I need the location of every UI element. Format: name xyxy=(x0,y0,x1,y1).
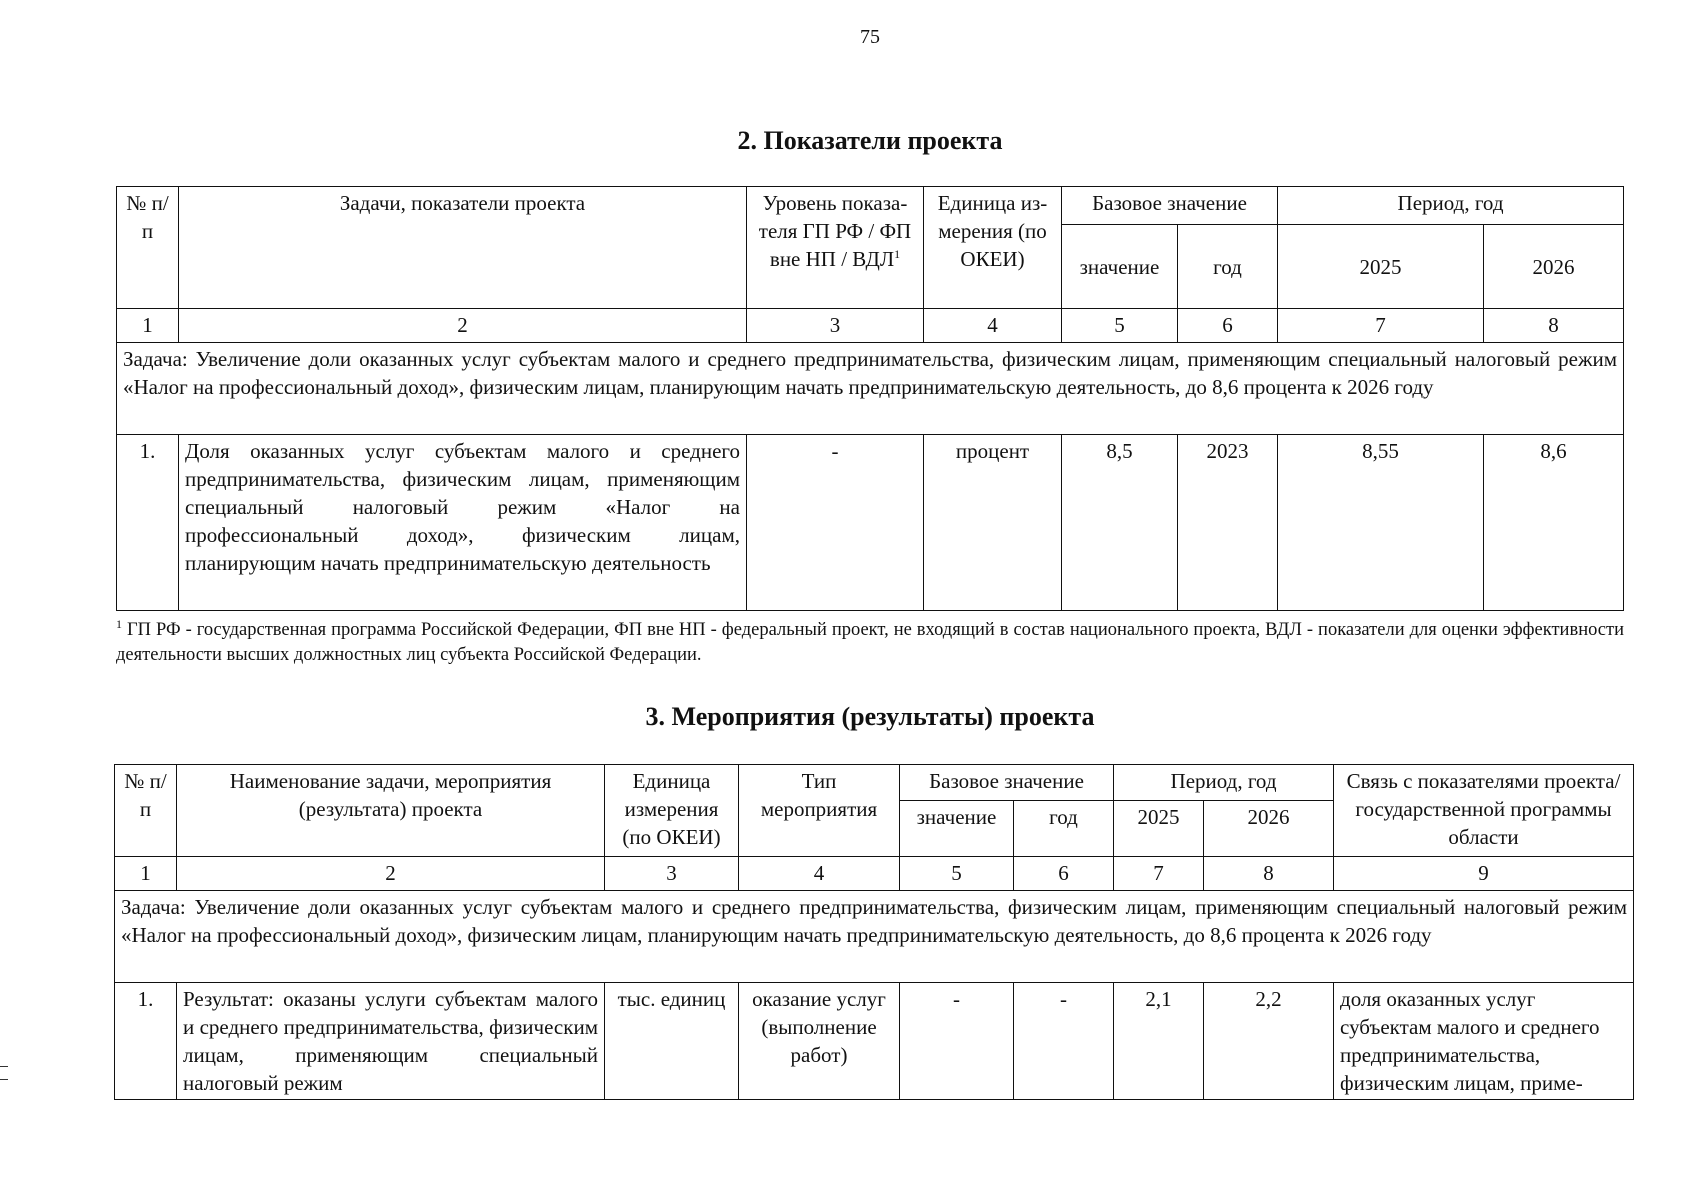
row-base-value: - xyxy=(900,983,1014,1100)
row-2025: 2,1 xyxy=(1114,983,1204,1100)
col-number: 1 xyxy=(115,857,177,891)
margin-mark xyxy=(0,1079,8,1080)
header-num: № п/п xyxy=(117,187,179,309)
footnote-text: ГП РФ - государственная программа Российской Федерации, ФП вне НП - федеральный проект, не входящий в состав национального проекта, ВДЛ - показатели для оценки эффективности деятельности высших должностных лиц субъекта Российской Федерации. xyxy=(116,620,1625,665)
col-number: 1 xyxy=(117,309,179,343)
col-number: 4 xyxy=(924,309,1062,343)
header-tasks: Задачи, показатели проекта xyxy=(179,187,747,309)
row-base-year: - xyxy=(1014,983,1114,1100)
header-base-value: значение xyxy=(1062,225,1178,309)
section-2-title: 2. Показатели проекта xyxy=(737,126,1003,155)
col-number: 2 xyxy=(177,857,605,891)
header-level: Уровень показа-теля ГП РФ / ФП вне НП / ВДЛ$^1$ xyxy=(747,187,924,309)
row-type: оказание услуг (выполнение работ) xyxy=(739,983,900,1100)
row-unit: процент xyxy=(924,435,1062,611)
col-number: 6 xyxy=(1178,309,1278,343)
col-number: 3 xyxy=(605,857,739,891)
header-period: Период, год xyxy=(1114,765,1334,801)
col-number: 8 xyxy=(1204,857,1334,891)
header-period: Период, год xyxy=(1278,187,1624,225)
row-link: доля оказанных услуг субъектам малого и среднего предпринимательства, физическим лицам, приме- xyxy=(1334,983,1634,1100)
table-row xyxy=(115,983,1634,1100)
col-number: 4 xyxy=(739,857,900,891)
header-num: № п/п xyxy=(115,765,177,857)
header-base-year: год xyxy=(1014,801,1114,857)
table-row xyxy=(117,435,1624,611)
header-base: Базовое значение xyxy=(900,765,1114,801)
col-number: 7 xyxy=(1278,309,1484,343)
row-2025: 8,55 xyxy=(1278,435,1484,611)
header-2026: 2026 xyxy=(1204,801,1334,857)
row-name: Результат: оказаны услуги субъектам малого и среднего предпринимательства, физическим лицам, применяющим специальный налоговый режим xyxy=(177,983,605,1100)
col-number: 6 xyxy=(1014,857,1114,891)
page-number: 75 xyxy=(860,26,880,48)
col-number: 5 xyxy=(1062,309,1178,343)
row-2026: 8,6 xyxy=(1484,435,1624,611)
header-name: Наименование задачи, мероприятия (результата) проекта xyxy=(177,765,605,857)
header-2025: 2025 xyxy=(1278,225,1484,309)
header-base: Базовое значение xyxy=(1062,187,1278,225)
col-number: 2 xyxy=(179,309,747,343)
footnote-mark: 1 xyxy=(116,616,122,631)
margin-mark xyxy=(0,1066,8,1067)
task-row: Задача: Увеличение доли оказанных услуг субъектам малого и среднего предпринимательства, физическим лицам, применяющим специальный налоговый режим «Налог на профессиональный доход», физическим лицам, планирующим начать предпринимательскую деятельность, до 8,6 процента к 2026 году xyxy=(115,891,1634,983)
header-2025: 2025 xyxy=(1114,801,1204,857)
header-type: Тип мероприятия xyxy=(739,765,900,857)
activities-table xyxy=(114,764,1634,1100)
task-row: Задача: Увеличение доли оказанных услуг субъектам малого и среднего предпринимательства, физическим лицам, применяющим специальный налоговый режим «Налог на профессиональный доход», физическим лицам, планирующим начать предпринимательскую деятельность, до 8,6 процента к 2026 году xyxy=(117,343,1624,435)
footnote xyxy=(116,618,1624,668)
row-2026: 2,2 xyxy=(1204,983,1334,1100)
header-link: Связь с показателями проекта/государственной программы области xyxy=(1334,765,1634,857)
section-3-title: 3. Мероприятия (результаты) проекта xyxy=(645,702,1095,731)
header-unit: Единица из-мерения (по ОКЕИ) xyxy=(924,187,1062,309)
row-base-year: 2023 xyxy=(1178,435,1278,611)
col-number: 9 xyxy=(1334,857,1634,891)
row-num: 1. xyxy=(115,983,177,1100)
row-base-value: 8,5 xyxy=(1062,435,1178,611)
header-base-value: значение xyxy=(900,801,1014,857)
row-num: 1. xyxy=(117,435,179,611)
col-number: 8 xyxy=(1484,309,1624,343)
col-number: 3 xyxy=(747,309,924,343)
header-base-year: год xyxy=(1178,225,1278,309)
col-number: 7 xyxy=(1114,857,1204,891)
row-level: - xyxy=(747,435,924,611)
row-name: Доля оказанных услуг субъектам малого и среднего предпринимательства, физическим лицам, применяющим специальный налоговый режим «Налог на профессиональный доход», физическим лицам, планирующим начать предпринимательскую деятельность xyxy=(179,435,747,611)
col-number: 5 xyxy=(900,857,1014,891)
row-unit: тыс. единиц xyxy=(605,983,739,1100)
header-2026: 2026 xyxy=(1484,225,1624,309)
indicators-table xyxy=(116,186,1624,611)
header-unit: Единица измерения (по ОКЕИ) xyxy=(605,765,739,857)
